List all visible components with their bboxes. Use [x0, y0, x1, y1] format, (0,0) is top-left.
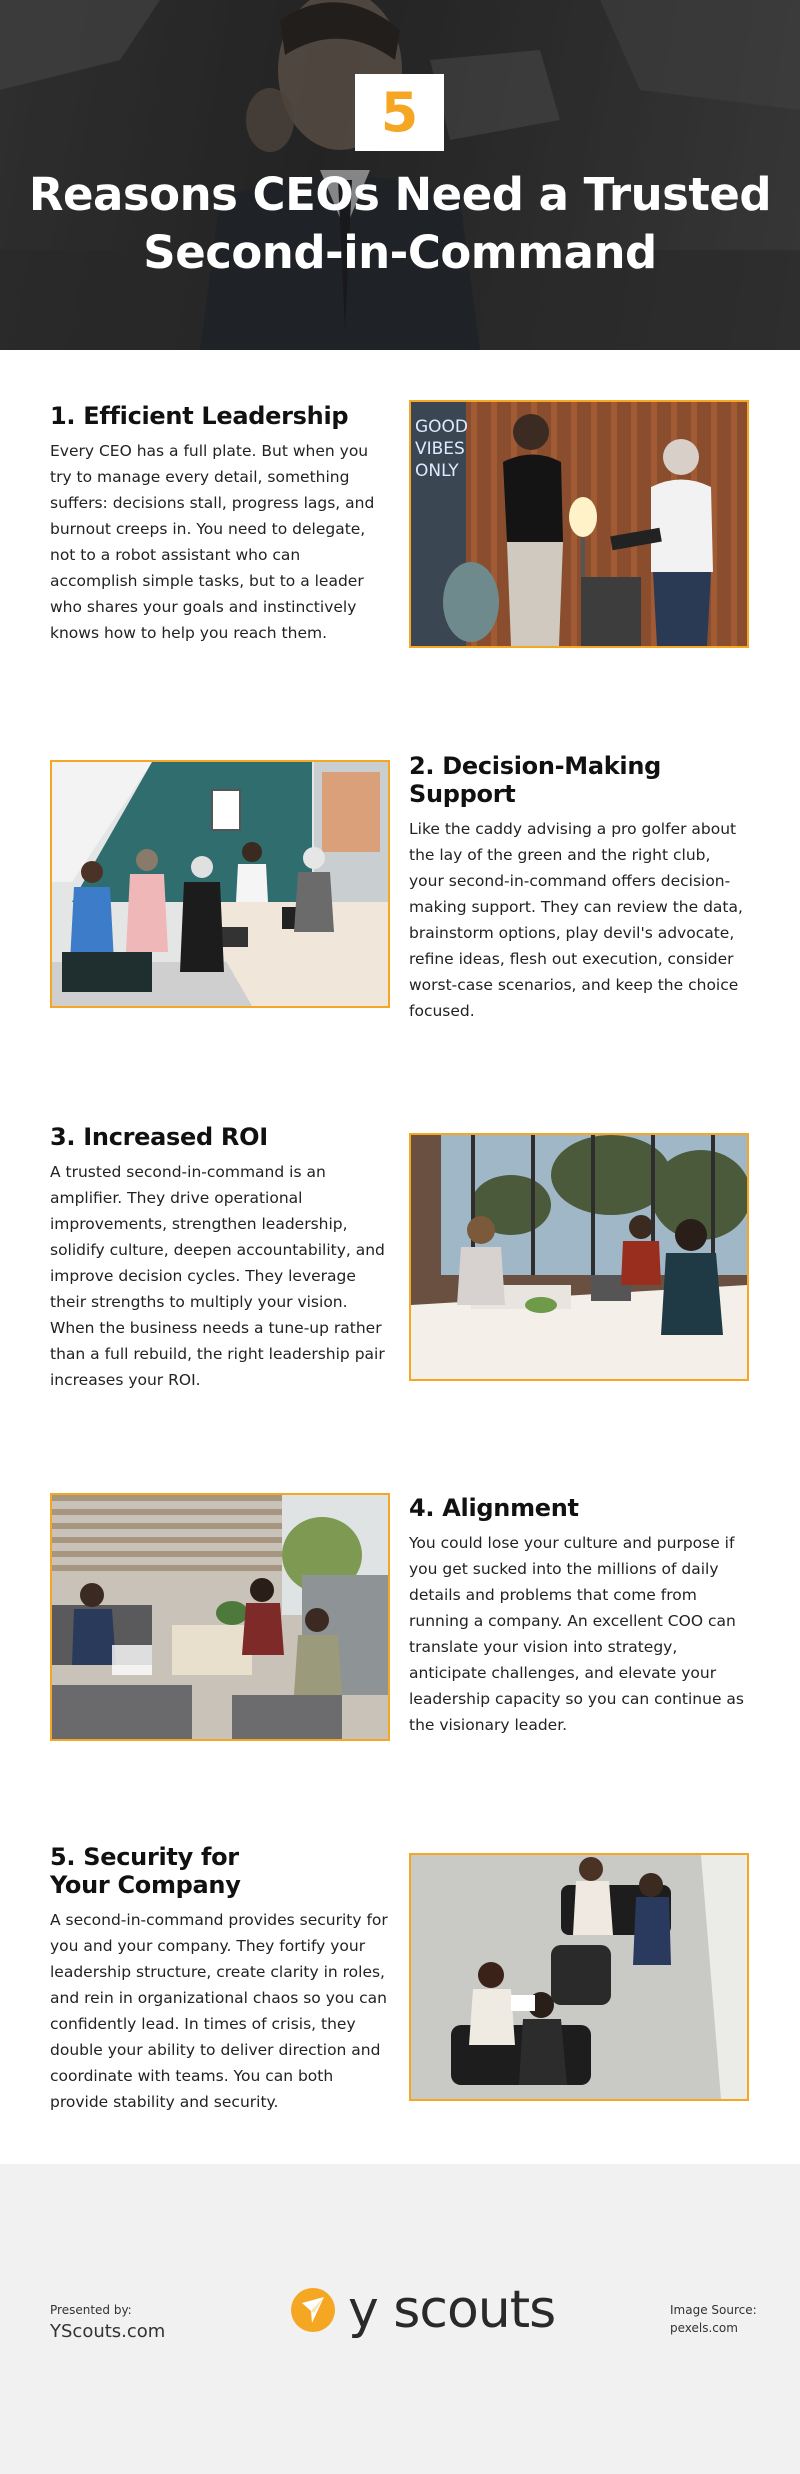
section-photo	[50, 760, 390, 1008]
sign-line-3: ONLY	[415, 461, 459, 481]
section-security	[0, 1843, 800, 2113]
section-increased-roi	[0, 1123, 800, 1393]
section-photo	[50, 1493, 390, 1741]
section-heading	[50, 1843, 390, 1899]
section-body: A second-in-command provides security for you and your company. They fortify your leadership structure, create clarity in roles, and rein in organizational chaos so you can confidently lead. In times of crisis, they double your ability to deliver direction and coordinate with teams. You can both provide stability and security.	[50, 1911, 388, 2111]
section-photo	[409, 400, 749, 648]
section-decision-making-support	[0, 752, 800, 1020]
page-title	[0, 166, 800, 282]
presented-by-site-link[interactable]: YScouts.com	[50, 2321, 166, 2342]
presented-by-label: Presented by:	[50, 2303, 132, 2317]
hero-number-box	[355, 74, 444, 151]
image-source-label: Image Source:	[670, 2303, 757, 2317]
sign-line-2: VIBES	[415, 439, 465, 459]
section-heading-line-1: 5. Security for	[50, 1843, 239, 1871]
hero-banner	[0, 0, 800, 350]
page-title-line-2: Second-in-Command	[143, 226, 657, 279]
section-text	[409, 752, 749, 1024]
hero-number: 5	[380, 80, 419, 144]
section-text	[50, 1843, 390, 2115]
section-body: You could lose your culture and purpose if you get sucked into the millions of daily details and problems that come from running a company. An excellent COO can translate your vision into strategy, anticipate challenges, and elevate your leadership capacity so you can continue as the visionary leader.	[409, 1534, 744, 1734]
section-text	[50, 402, 390, 646]
section-heading-line-2: Support	[409, 780, 516, 808]
section-heading: 3. Increased ROI	[50, 1123, 268, 1151]
yscouts-logo[interactable]	[290, 2280, 556, 2340]
sign-line-1: GOOD	[415, 417, 469, 437]
page-title-line-1: Reasons CEOs Need a Trusted	[28, 168, 772, 221]
section-body: Every CEO has a full plate. But when you try to manage every detail, something suffers: decisions stall, progress lags, and burnout creeps in. You need to delegate, not to a robot assistant who can accomplish simple tasks, but to a leader who shares your goals and instinctively knows how to help you reach them.	[50, 442, 375, 642]
section-text	[50, 1123, 390, 1393]
section-body: A trusted second-in-command is an amplifier. They drive operational improvements, strengthen leadership, solidify culture, deepen accountability, and improve decision cycles. They leverage their strengths to multiply your vision. When the business needs a tune-up rather than a full rebuild, the right leadership pair increases your ROI.	[50, 1163, 385, 1389]
section-heading-line-2: Your Company	[50, 1871, 241, 1899]
section-text	[409, 1494, 749, 1738]
section-heading: 4. Alignment	[409, 1494, 579, 1522]
footer	[0, 2164, 800, 2474]
logo-text: y scouts	[348, 2280, 556, 2340]
image-source-site-link[interactable]: pexels.com	[670, 2321, 738, 2335]
yscouts-logo-icon	[290, 2287, 336, 2333]
section-heading	[409, 752, 749, 808]
section-photo	[409, 1133, 749, 1381]
section-photo	[409, 1853, 749, 2101]
section-heading: 1. Efficient Leadership	[50, 402, 349, 430]
section-alignment	[0, 1493, 800, 1753]
section-heading-line-1: 2. Decision-Making	[409, 752, 662, 780]
section-efficient-leadership	[0, 400, 800, 660]
section-body: Like the caddy advising a pro golfer about the lay of the green and the right club, your second-in-command offers decision-making support. They can review the data, brainstorm options, play devil's advocate, refine ideas, flesh out execution, consider worst-case scenarios, and keep the choice focused.	[409, 820, 743, 1020]
